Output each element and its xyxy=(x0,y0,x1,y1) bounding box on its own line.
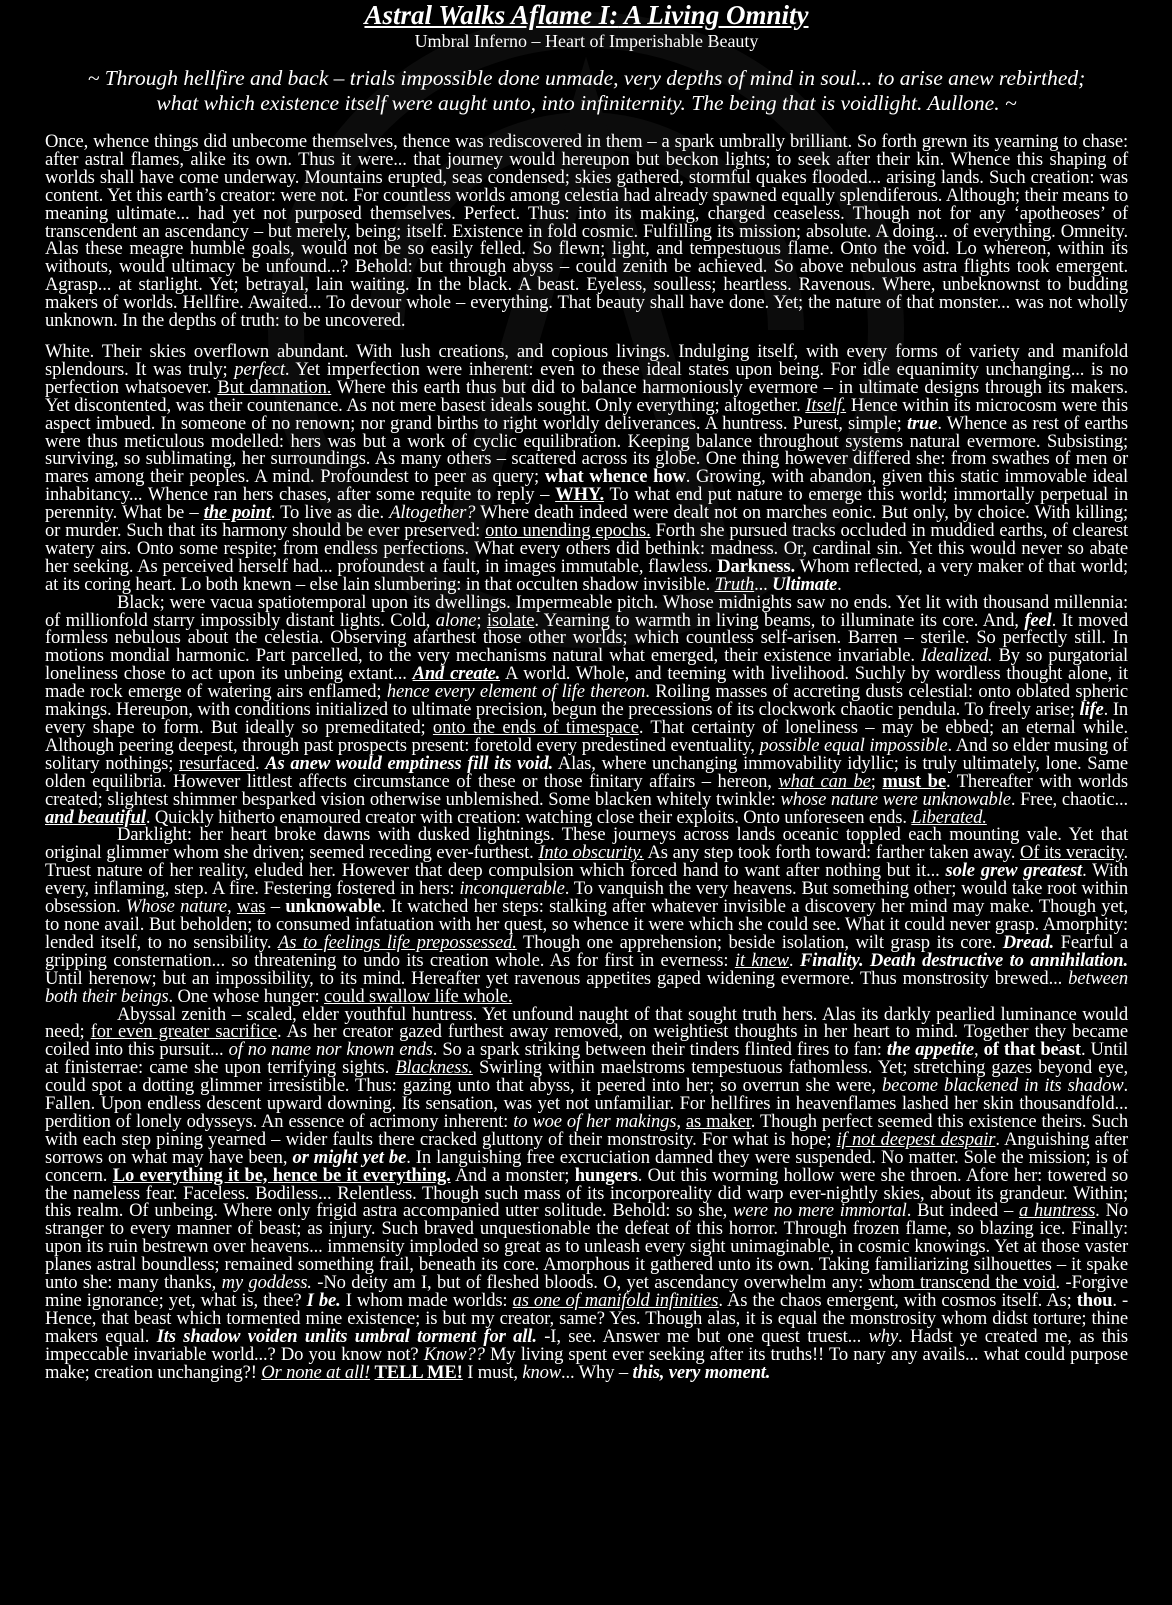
text-run: I be. xyxy=(306,1290,341,1311)
text-run: were no mere immortal xyxy=(733,1200,907,1222)
text-run: Liberated. xyxy=(911,806,987,828)
text-run: perfect xyxy=(234,358,285,380)
text-run: To what end put nature to emerge this world; immortally perpetual in perennity. What be – xyxy=(45,484,1128,524)
text-run: . Until at finisterrae: came she upon terrifying sights. xyxy=(45,1039,1128,1079)
text-run: I whom made worlds: xyxy=(340,1290,513,1311)
text-run: alone xyxy=(435,609,477,631)
text-run: this, very moment. xyxy=(632,1361,771,1383)
text-run: . Roiling masses of accreting dusts celestial: onto oblated spheric makings. Hereupon, with conditions initialized to ultimate precision, begun the precessions of its clockwork chaotic pendula. To freely arise; xyxy=(45,681,1129,721)
text-run: the point xyxy=(203,502,271,524)
text-run: . One whose hunger: xyxy=(168,985,324,1007)
text-run: . Truest nature of her reality, eluded her. However that deep compulsion which forced hand to want after nothing but it... xyxy=(45,842,1128,882)
text-run: . Free, chaotic... xyxy=(1010,788,1128,810)
text-run: life xyxy=(1079,699,1104,721)
paragraph-5 xyxy=(45,1003,1129,1383)
text-run: I must, xyxy=(462,1361,523,1383)
text-run: . As her creator gazed furthest away removed, on weightiest thoughts in her heart to mind. Together they became coiled into this pursuit... xyxy=(45,1021,1128,1061)
text-run: Altogether? xyxy=(389,502,476,524)
text-run: if not deepest despair xyxy=(836,1128,996,1150)
text-run: Darkness. xyxy=(717,555,795,577)
text-run: ; xyxy=(870,770,883,792)
text-run: my goddess. xyxy=(221,1272,312,1294)
text-run: A world. Whole, and teeming with livelihood. Suchly by wordless thought alone, it made rock emerge of watering airs enflamed; xyxy=(45,663,1128,703)
text-run: resurfaced xyxy=(179,752,255,774)
paragraph-3 xyxy=(45,591,1129,828)
text-run: Alas, where unchanging immovability idyllic; is truly ultimately, lone. Same olden equilibria. However littlest affects circumstance of these or those finitary affairs – hereon, xyxy=(45,752,1129,792)
text-emphasis xyxy=(633,1362,771,1383)
text-run: . No stranger to every manner of beast; as injury. Such braved unquestionable the defeat of this horror. Through frozen flame, so blazing ice. Finally: upon its ruin bestrewn over heavens... immensity imploded so great as to unleash every sight unimaginable, in cosmic knowings. Yet at those vaster planes astral boundless; remained something frail, beneath its core. Amorphous it gathered unto its own. Taking familiarizing silhouettes – it spake unto she: many thanks, xyxy=(45,1200,1128,1294)
text-run: Ultimate xyxy=(772,573,838,595)
text-run: , xyxy=(676,1110,686,1132)
text-run: By so purgatorial loneliness chose to act upon its unbeing extant... xyxy=(45,645,1128,685)
text-run: White. Their skies overflown abundant. With lush creations, and copious livings. Indulging itself, with every forms of variety and manifold splendours. It was truly; xyxy=(45,340,1128,380)
text-run: the appetite xyxy=(886,1039,974,1061)
text-run: as one of manifold infinities xyxy=(512,1290,719,1311)
text-run: . xyxy=(254,752,266,774)
text-run: whose nature were unknowable xyxy=(780,788,1011,810)
text-run: it knew xyxy=(734,949,789,971)
text-run: WHY. xyxy=(555,484,604,506)
text-run: for even greater sacrifice xyxy=(90,1021,277,1043)
text-run: . In every shape to form. But ideally so premeditated; xyxy=(45,699,1129,738)
document-subtitle: Umbral Inferno – Heart of Imperishable Beauty xyxy=(414,31,759,51)
text-run: sole grew greatest xyxy=(945,860,1083,882)
text-run: As any step took forth toward: farther taken away. xyxy=(643,842,1021,864)
text-run: . -Forgive mine ignorance; yet, what is, thee? xyxy=(45,1272,1128,1311)
text-run: onto the ends of timespace xyxy=(432,717,639,738)
text-run: inconquerable xyxy=(459,878,565,900)
text-run: Into obscurity. xyxy=(538,842,644,864)
text-run: Where death indeed were dealt not on marches eonic. But only, by choice. With killing; or murder. Such that its harmony should be ever preserved: xyxy=(45,502,1128,542)
text-run: . With every, inflaming, step. A fire. Festering fostered in hers: xyxy=(45,860,1128,900)
text-run: feel xyxy=(1024,609,1052,631)
text-run: And create. xyxy=(412,663,501,685)
paragraph-4 xyxy=(45,826,1128,1005)
text-run: ... xyxy=(754,573,773,595)
text-run: . That certainty of loneliness – may be ebbed; an eternal while. Although peering deepest, through past prospects present: foretold every predestined eventuality, xyxy=(45,717,1128,756)
epigraph-line-2: what which existence itself were aught unto, into infiniternity. The being that is voidlight. Aullone. ~ xyxy=(156,91,1017,115)
text-run: . Yet imperfection were inherent: even to these ideal states upon being. For idle equanimity unchanging... is no perfection whatsoever. xyxy=(45,358,1128,398)
text-run: to woe of her makings xyxy=(513,1110,677,1132)
text-run: what can be xyxy=(778,770,871,792)
epigraph-line-1: ~ Through hellfire and back – trials impossible done unmade, very depths of mind in soul... to arise anew rebirthed; xyxy=(87,66,1086,90)
text-run: Itself. xyxy=(805,394,847,416)
text-run: , xyxy=(227,896,237,918)
text-run: whom transcend the void xyxy=(868,1272,1056,1294)
text-run: Of its veracity xyxy=(1020,842,1124,864)
text-run: . To live as die. xyxy=(270,502,390,524)
text-run: isolate xyxy=(486,609,535,631)
text-run: TELL ME! xyxy=(374,1361,463,1383)
text-run: unknowable xyxy=(285,896,381,918)
text-run: – xyxy=(265,896,286,918)
text-run: Swirling within maelstroms tempestuous fathomless. Yet; stretching gazes beyond eye, could spot a dotting glimmer irresistible. Thus: gazing unto that abyss, it peered into her; so overrun she were, xyxy=(45,1057,1128,1097)
text-run: As to feelings life prepossessed. xyxy=(277,931,517,953)
text-run: Whom reflected, a very maker of that world; at its coring heart. Lo both knewn – else lain slumbering: in that occulten shadow invisible. xyxy=(45,555,1128,595)
text-run: . But indeed – xyxy=(906,1200,1019,1222)
text-run: Though one apprehension; beside isolation, wilt grasp its core. xyxy=(516,931,1003,953)
text-run: Idealized. xyxy=(921,645,993,667)
text-run: My living spent ever seeking after its truths!! To nary any avails... what could purpose make; creation unchanging?! xyxy=(45,1343,1128,1383)
text-run: Darklight: her heart broke dawns with dusked lightnings. These journeys across lands oceanic toppled each mounting vale. Yet that original glimmer whom she driven; seemed receding ever-furthest. xyxy=(45,824,1128,864)
text-run: . Hadst ye created me, as this impeccable invariable world...? Do you know not? xyxy=(45,1325,1129,1365)
text-run: . So a spark striking between their tinders flinted fires to fan: xyxy=(432,1039,887,1061)
text-run: Dread. xyxy=(1002,931,1055,953)
text-run: or might yet be xyxy=(292,1146,407,1168)
document-title xyxy=(45,0,1128,30)
text-run: ; xyxy=(476,609,487,631)
text-run: a huntress xyxy=(1019,1200,1096,1222)
text-run: . Quickly hitherto enamoured creator with creation: watching close their exploits. Onto unforeseen ends. xyxy=(145,806,912,828)
text-run: -No deity am I, but of fleshed bloods. O, yet ascendancy overwhelm any: xyxy=(311,1272,869,1294)
text-run: . xyxy=(837,573,842,595)
text-run: of no name nor known ends xyxy=(228,1039,433,1061)
text-run: must be xyxy=(882,770,946,792)
text-run: Fearful a gripping consternation... so threatening to undo its creation whole. As for first in everness: xyxy=(45,931,1128,971)
text-run: . It moved formless nebulous about the celestia. Observing afarthest those other worlds; which countless self-arisen. Barren – sterile. So perfectly still. In motions mondial harmonic. Part parcelled, to the very mechanisms natural what emerged, their existence invariable. xyxy=(45,609,1128,667)
text-run: what whence how xyxy=(544,466,686,488)
text-run: . Thereafter with worlds created; slightest shimmer besparked vision otherwise unblemished. Some blacken whitely twinkle: xyxy=(45,770,1128,810)
text-run: of that beast xyxy=(983,1039,1081,1061)
text-run: Finality. Death destructive to annihilation. xyxy=(799,949,1128,971)
text-run: Know?? xyxy=(423,1343,485,1365)
text-run: ... Why – xyxy=(561,1361,633,1383)
paragraph-2 xyxy=(45,340,1128,595)
text-run: Hence within its microcosm were this aspect imbued. In someone of no renown; nor grand births to right worldly deliverances. A huntress. Purest, simple; xyxy=(45,394,1128,434)
text-run: hungers xyxy=(574,1164,638,1186)
text-run: as maker xyxy=(685,1110,751,1132)
text-run: could swallow life whole. xyxy=(324,985,513,1007)
paragraph-1: Once, whence things did unbecome themselves, thence was rediscovered in them – a spark umbrally brilliant. So forth grewn its yearning to chase: after astral flames, alike its own. Thus it were... that journey would hereupon but beckon lights; to seek after their kin. Whence this shaping of worlds shall have come underway. Mountains erupted, seas condensed; skies gathered, stormful quakes flooded... arising lands. Such creation: was content. Yet this earth’s creator: were not. For countless worlds among celestia had already spawned equally splendiferous. Although; their means to meaning ultimate... had yet not purposed themselves. Perfect. Thus: into its making, charged ceaseless. Though not for any ‘apotheoses’ of transcendent an ascendancy – but merely, being; itself. Existence in fold cosmic. Fulfilling its mission; absolute. A doing... of everything. Omneity. Alas these meagre humble goals, would not be so easily felled. So flewn; light, and tempestuous flame. Onto the void. Lo whereon, within its withouts, would ultimacy be unfound...? Behold: but through abyss – could zenith be achieved. So above nebulous astra flights took emergent. Agrasp... at starlight. Yet; betrayal, lain waiting. In the black. A beast. Eyeless, soulless; heartless. Ravenous. Where, unbeknownst to budding makers of worlds. Hellfire. Awaited... To devour whole – everything. That beauty shall have done. Yet; the nature of that monster... was not wholly unknown. In the depths of truth: to be uncovered. xyxy=(45,131,1128,332)
text-run: Whose nature xyxy=(125,896,228,918)
text-run: . And so elder musing of solitary nothings; xyxy=(45,734,1128,774)
text-run: why xyxy=(868,1325,899,1347)
text-run: Abyssal zenith – scaled, elder youthful huntress. Yet unfound naught of that sought truth hers. Alas its darkly pearlied luminance would need; xyxy=(45,1003,1128,1043)
text-run: Its shadow voiden unlits umbral torment for all. xyxy=(156,1325,537,1347)
text-run: onto unending epochs. xyxy=(485,520,651,542)
text-run: But damnation. xyxy=(217,376,332,398)
text-run: Or none at all! xyxy=(261,1361,371,1383)
text-run: thou xyxy=(1076,1290,1113,1311)
text-run: As anew would emptiness fill its void. xyxy=(265,752,554,774)
text-run: . Growing, with abandon, given this static immovable ideal inhabitancy... Whence ran hers chases, after some requite to reply – xyxy=(45,466,1128,506)
text-run: Where this earth thus but did to balance harmoniously evermore – in ultimate designs through its makers. Yet discontented, was their countenance. As not mere basest ideals sought. Only everything; altogether. xyxy=(45,376,1128,416)
text-run: Forth she pursued tracks occluded in muddied earths, of clearest watery airs. Onto some respite; from endless perfections. What every others did bethink: madness. Or, cardinal sin. Yet this would never so abate her seeking. As perceived herself had... profoundest a fault, in images immutable, flawless. xyxy=(45,520,1128,577)
title-rest: A Living Omnity xyxy=(618,0,809,30)
text-run: . Fallen. Upon endless descent upward downing. Its sensation, was yet not unfamiliar. For hellfires in heavenflames lashed her skin thousandfold... perdition of lonely odysseys. An essence of acrimony inherent: xyxy=(45,1075,1128,1132)
text-run: between both their beings xyxy=(45,967,1128,1007)
text-run: Until herenow; but an impossibility, to its mind. Hereafter yet ravenous appetites gaped widening evermore. Thus monstrosity brewed... xyxy=(45,967,1069,989)
text-run: . Yearning to warmth in living beams, to illuminate its core. And, xyxy=(534,609,1025,631)
text-run: . To vanquish the very heavens. But something other; would take root within obsession. xyxy=(45,878,1128,918)
text-run: . Anguishing after sorrows on what may have been, xyxy=(45,1128,1128,1168)
epigraph xyxy=(45,66,1128,116)
text-run: . Whence as rest of earths were thus meticulous modelled: hers was but a work of cyclic equilibration. Keeping balance throughout systems natural evermore. Subsisting; surviving, so sublimating, her surroundings. As many others – scattered across its globe. One thing however differed she: from swathes of men or mares among their peoples. A mind. Profoundest to peer as query; xyxy=(45,412,1128,488)
text-run: Blackness. xyxy=(395,1057,473,1079)
text-run: possible equal impossible xyxy=(759,734,948,756)
text-run: . Out this worming hollow were she throen. Afore her: towered so the nameless fear. Faceless. Bodiless... Relentless. Though such mass of its incorporeality did warp ever-nightly skies, about its grandeur. Within; this realm. Of unbeing. Where only frigid astra accompanied utter solitude. Behold: so she, xyxy=(45,1164,1129,1222)
text-run: . -Hence, that beast which tormented mine existence; is but my creator, same? Yes. Though alas, it is equal the monstrosity whom didst torture; thine makers equal. xyxy=(45,1290,1128,1347)
text-run: . In languishing free excruciation damned they were suspended. No matter. Sole the mission; is of concern. xyxy=(45,1146,1128,1186)
text-run: -I, see. Answer me but one quest truest... xyxy=(536,1325,869,1347)
text-run: And a monster; xyxy=(450,1164,575,1186)
text-run: , xyxy=(973,1039,984,1061)
text-run: . It watched her steps: stalking after whatever invisible a discovery her mind may make. Though yet, to none avail. But beholden; to consumed infatuation with her quest, so whence it were which she could see. What it could never grasp. Amorphity: lended itself, to no sensibility. xyxy=(45,896,1128,953)
text-run: hence every element of life thereon xyxy=(386,681,646,703)
text-run: become blackened in its shadow xyxy=(882,1075,1124,1097)
title-prefix: Astral Walks Aflame I: xyxy=(364,0,619,30)
text-run: Truth xyxy=(714,573,755,595)
text-run: know xyxy=(522,1361,561,1383)
text-run: and beautiful xyxy=(45,806,146,828)
text-run: . As the chaos emergent, with cosmos itself. As; xyxy=(718,1290,1077,1311)
text-run: was xyxy=(236,896,266,918)
text-run: . Though perfect seemed this existence theirs. Such with each step pining yearned – wider faults there cracked gluttony of their monstrosity. For what is hope; xyxy=(45,1110,1128,1150)
text-run: Black; were vacua spatiotemporal upon its dwellings. Impermeable pitch. Whose midnights saw no ends. Yet lit with thousand millennia: of millionfold starry impossibly distant lights. Cold, xyxy=(45,591,1128,631)
text-run: true xyxy=(906,412,938,434)
text-run: Lo everything it be, hence be it everything. xyxy=(112,1164,451,1186)
text-run: . xyxy=(788,949,800,971)
